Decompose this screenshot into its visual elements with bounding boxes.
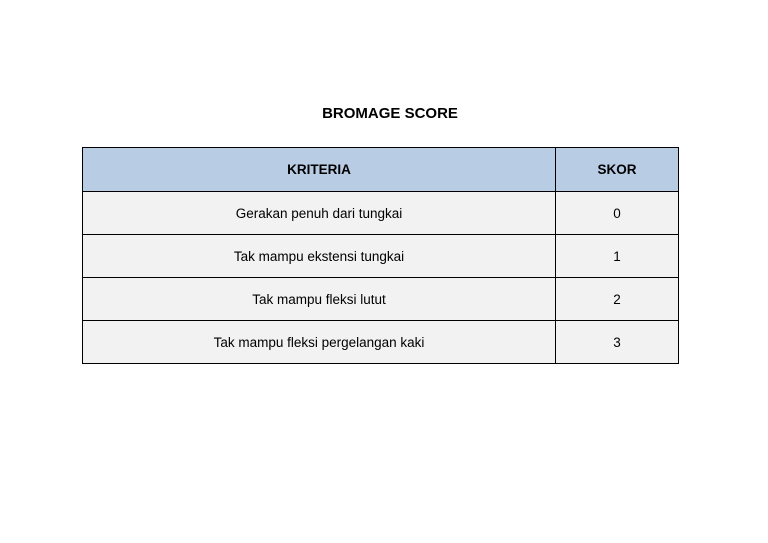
- table-header-row: [83, 148, 679, 192]
- cell-skor: 1: [556, 235, 679, 278]
- table-row: [83, 278, 679, 321]
- header-skor: SKOR: [556, 148, 679, 192]
- bromage-score-table: [82, 147, 679, 364]
- table-row: [83, 321, 679, 364]
- cell-skor: 2: [556, 278, 679, 321]
- cell-skor: 0: [556, 192, 679, 235]
- cell-kriteria: Gerakan penuh dari tungkai: [83, 192, 556, 235]
- cell-kriteria: Tak mampu fleksi lutut: [83, 278, 556, 321]
- table-row: [83, 235, 679, 278]
- cell-kriteria: Tak mampu fleksi pergelangan kaki: [83, 321, 556, 364]
- cell-kriteria: Tak mampu ekstensi tungkai: [83, 235, 556, 278]
- cell-skor: 3: [556, 321, 679, 364]
- table-row: [83, 192, 679, 235]
- header-kriteria: KRITERIA: [83, 148, 556, 192]
- page-title: BROMAGE SCORE: [322, 105, 458, 122]
